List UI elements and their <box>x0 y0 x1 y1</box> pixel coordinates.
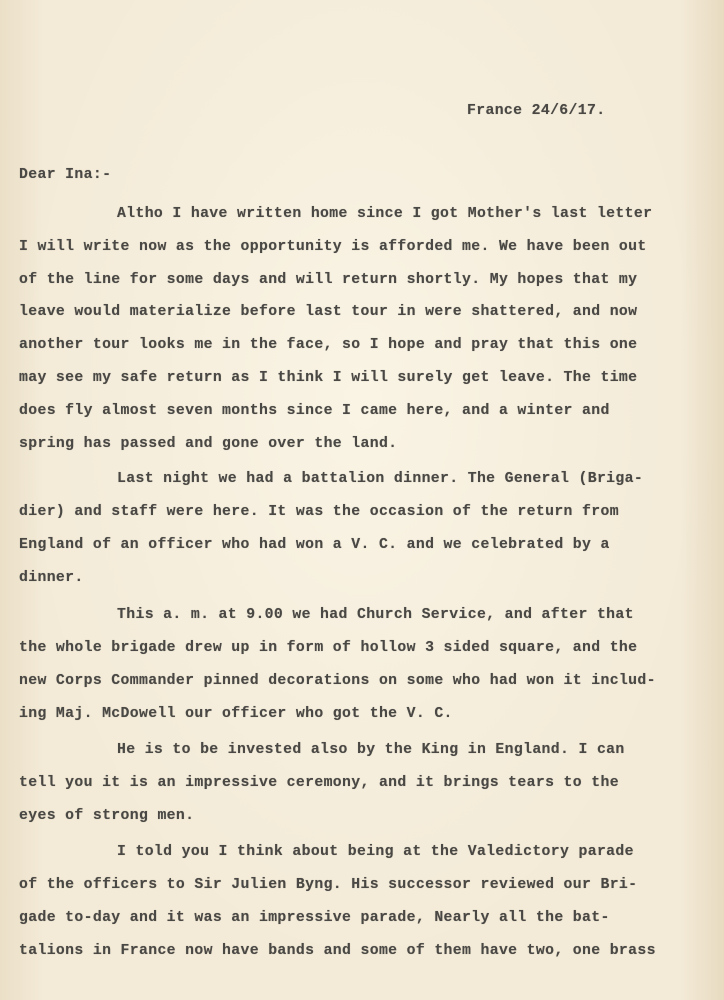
letter-line: new Corps Commander pinned decorations on some who had won it includ- <box>19 673 656 689</box>
letter-line: of the line for some days and will return shortly. My hopes that my <box>19 272 638 288</box>
letter-line: I told you I think about being at the Valedictory parade <box>117 844 634 860</box>
letter-line: Altho I have written home since I got Mother's last letter <box>117 206 653 222</box>
letter-line: dier) and staff were here. It was the occasion of the return from <box>19 504 619 520</box>
letter-date: France 24/6/17. <box>467 103 606 119</box>
letter-line: eyes of strong men. <box>19 808 195 824</box>
letter-line: may see my safe return as I think I will surely get leave. The time <box>19 370 638 386</box>
letter-line: I will write now as the opportunity is afforded me. We have been out <box>19 239 647 255</box>
letter-line: another tour looks me in the face, so I hope and pray that this one <box>19 337 638 353</box>
letter-line: does fly almost seven months since I came here, and a winter and <box>19 403 610 419</box>
letter-salutation: Dear Ina:- <box>19 167 112 183</box>
letter-line: He is to be invested also by the King in England. I can <box>117 742 625 758</box>
letter-line: Last night we had a battalion dinner. The General (Briga- <box>117 471 644 487</box>
letter-line: the whole brigade drew up in form of hollow 3 sided square, and the <box>19 640 638 656</box>
letter-line: talions in France now have bands and some of them have two, one brass <box>19 943 656 959</box>
letter-line: ing Maj. McDowell our officer who got the V. C. <box>19 706 453 722</box>
letter-line: dinner. <box>19 570 84 586</box>
letter-line: England of an officer who had won a V. C. and we celebrated by a <box>19 537 610 553</box>
letter-line: This a. m. at 9.00 we had Church Service, and after that <box>117 607 634 623</box>
letter-line: gade to-day and it was an impressive parade, Nearly all the bat- <box>19 910 610 926</box>
letter-line: of the officers to Sir Julien Byng. His successor reviewed our Bri- <box>19 877 638 893</box>
letter-line: tell you it is an impressive ceremony, and it brings tears to the <box>19 775 619 791</box>
letter-line: leave would materialize before last tour in were shattered, and now <box>19 304 638 320</box>
letter-line: spring has passed and gone over the land. <box>19 436 398 452</box>
